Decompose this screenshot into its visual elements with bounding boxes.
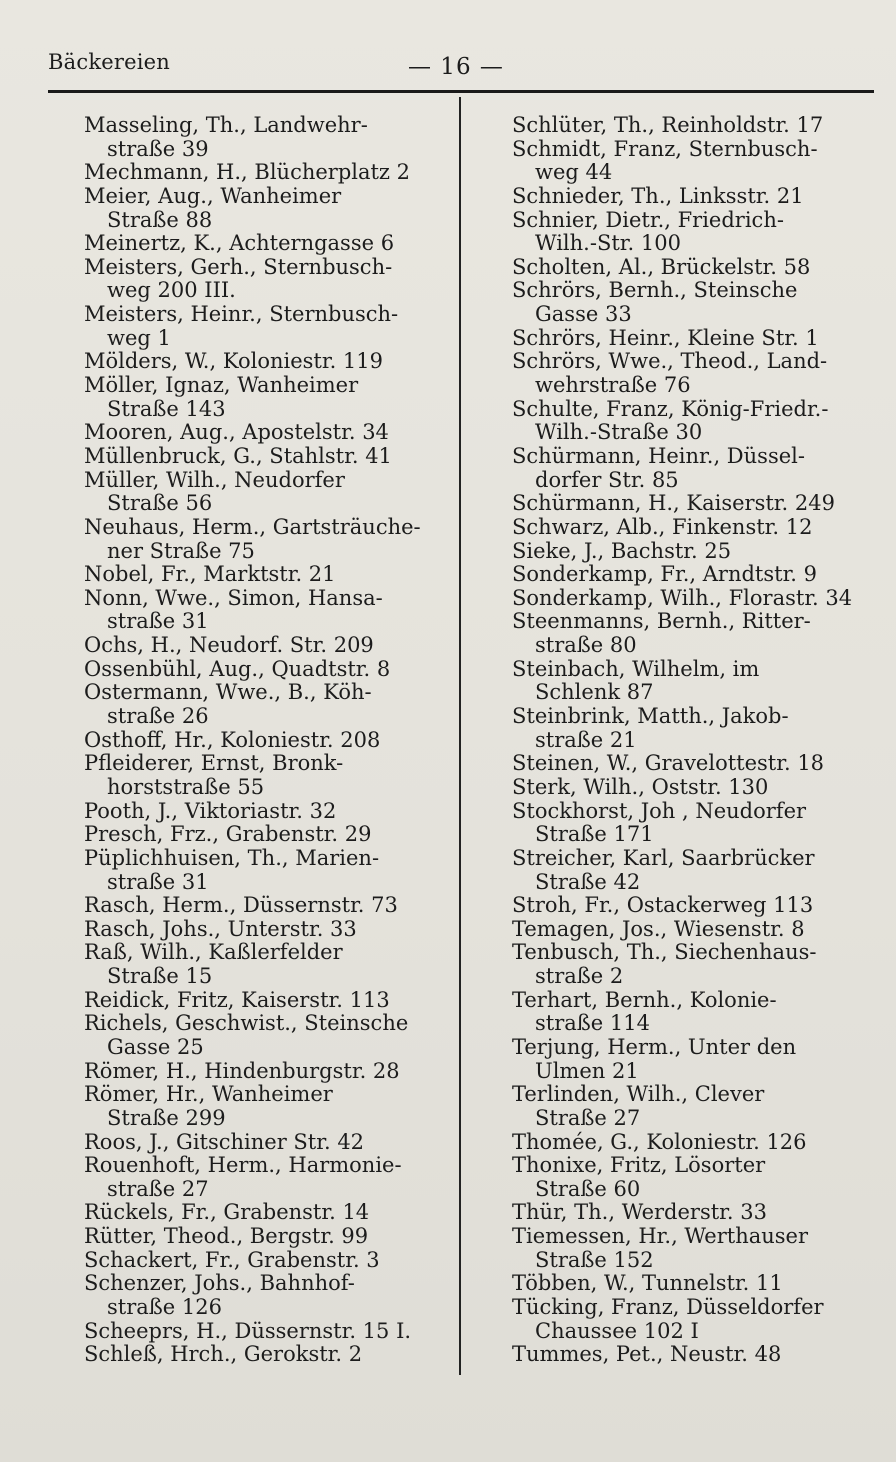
header-rule — [48, 90, 874, 93]
directory-line: Römer, Hr., Wanheimer — [84, 1082, 333, 1107]
directory-line: Schürmann, H., Kaiserstr. 249 — [512, 491, 835, 516]
directory-line: Schwarz, Alb., Finkenstr. 12 — [512, 514, 813, 539]
directory-line: horststraße 55 — [107, 774, 265, 799]
directory-line: straße 21 — [535, 727, 637, 752]
directory-line: Schürmann, Heinr., Düssel- — [512, 443, 805, 468]
directory-line: Ossenbühl, Aug., Quadtstr. 8 — [84, 656, 391, 681]
directory-line: Schnier, Dietr., Friedrich- — [512, 207, 784, 232]
directory-line: Nobel, Fr., Marktstr. 21 — [84, 562, 336, 587]
directory-line: straße 126 — [107, 1295, 222, 1320]
directory-line: Straße 42 — [535, 869, 641, 894]
directory-line: Steinbrink, Matth., Jakob- — [512, 704, 789, 729]
directory-line: Straße 299 — [107, 1105, 226, 1130]
directory-line: Rasch, Herm., Düssernstr. 73 — [84, 893, 398, 918]
page-number: — 16 — — [408, 54, 504, 80]
directory-line: Gasse 25 — [107, 1034, 204, 1059]
right-column — [512, 114, 852, 1367]
directory-line: Schmidt, Franz, Sternbusch- — [512, 136, 818, 161]
directory-line: Schleß, Hrch., Gerokstr. 2 — [84, 1342, 363, 1367]
directory-line: Terhart, Bernh., Kolonie- — [512, 987, 777, 1012]
directory-line: Mooren, Aug., Apostelstr. 34 — [84, 420, 389, 445]
directory-line: Temagen, Jos., Wiesenstr. 8 — [512, 916, 805, 941]
directory-line: Schlenk 87 — [535, 680, 654, 705]
directory-line: Tenbusch, Th., Siechenhaus- — [512, 940, 817, 965]
directory-line: Stockhorst, Joh , Neudorfer — [512, 798, 807, 823]
directory-line: Steinbach, Wilhelm, im — [512, 656, 760, 681]
directory-line: Tücking, Franz, Düsseldorfer — [512, 1295, 824, 1320]
directory-line: Straße 56 — [107, 491, 213, 516]
directory-line: Masseling, Th., Landwehr- — [84, 113, 368, 137]
directory-line: Osthoff, Hr., Koloniestr. 208 — [84, 727, 381, 752]
directory-line: Presch, Frz., Grabenstr. 29 — [84, 822, 372, 847]
directory-line: Reidick, Fritz, Kaiserstr. 113 — [84, 987, 390, 1012]
directory-line: Thomée, G., Koloniestr. 126 — [512, 1129, 807, 1154]
directory-line: Többen, W., Tunnelstr. 11 — [512, 1271, 783, 1296]
directory-line: Straße 171 — [535, 822, 654, 847]
directory-line: Rückels, Fr., Grabenstr. 14 — [84, 1200, 370, 1225]
directory-line: Möller, Ignaz, Wanheimer — [84, 373, 359, 398]
directory-line: Ostermann, Wwe., B., Köh- — [84, 680, 372, 705]
directory-line: Schrörs, Bernh., Steinsche — [512, 278, 798, 303]
directory-line: straße 27 — [107, 1176, 209, 1201]
directory-line: Straße 152 — [535, 1247, 654, 1272]
directory-line: Meisters, Gerh., Sternbusch- — [84, 254, 393, 279]
directory-line: wehrstraße 76 — [535, 373, 691, 398]
directory-line: Schrörs, Wwe., Theod., Land- — [512, 349, 828, 374]
directory-line: Sterk, Wilh., Oststr. 130 — [512, 774, 769, 799]
directory-line: Meisters, Heinr., Sternbusch- — [84, 302, 399, 327]
directory-line: Neuhaus, Herm., Gartsträuche- — [84, 514, 421, 539]
directory-line: Straße 60 — [535, 1176, 641, 1201]
directory-line: Straße 15 — [107, 964, 213, 989]
directory-line: Mölders, W., Koloniestr. 119 — [84, 349, 384, 374]
directory-line: Straße 27 — [535, 1105, 641, 1130]
directory-line: weg 1 — [107, 325, 171, 350]
directory-line: Meinertz, K., Achterngasse 6 — [84, 231, 395, 256]
directory-line: Straße 88 — [107, 207, 213, 232]
directory-line: Scholten, Al., Brückelstr. 58 — [512, 254, 811, 279]
directory-line: Raß, Wilh., Kaßlerfelder — [84, 940, 343, 965]
directory-line: Rütter, Theod., Bergstr. 99 — [84, 1224, 369, 1249]
directory-line: Ulmen 21 — [535, 1058, 639, 1083]
directory-line: Römer, H., Hindenburgstr. 28 — [84, 1058, 400, 1083]
section-title: Bäckereien — [48, 50, 171, 74]
directory-line: Rasch, Johs., Unterstr. 33 — [84, 916, 357, 941]
directory-line: Thür, Th., Werderstr. 33 — [512, 1200, 767, 1225]
directory-line: Ochs, H., Neudorf. Str. 209 — [84, 633, 374, 658]
directory-line: Stroh, Fr., Ostackerweg 113 — [512, 893, 814, 918]
directory-line: Schenzer, Johs., Bahnhof- — [84, 1271, 355, 1296]
directory-line: Sonderkamp, Wilh., Florastr. 34 — [512, 585, 853, 610]
directory-line: Schlüter, Th., Reinholdstr. 17 — [512, 113, 824, 137]
directory-line: Streicher, Karl, Saarbrücker — [512, 845, 815, 870]
directory-line: Tummes, Pet., Neustr. 48 — [512, 1342, 782, 1367]
directory-line: Schackert, Fr., Grabenstr. 3 — [84, 1247, 380, 1272]
directory-line: Schulte, Franz, König-Friedr.- — [512, 396, 829, 421]
directory-line: ner Straße 75 — [107, 538, 255, 563]
directory-line: Müller, Wilh., Neudorfer — [84, 467, 345, 492]
directory-line: Richels, Geschwist., Steinsche — [84, 1011, 409, 1036]
directory-line: weg 44 — [535, 160, 613, 185]
directory-line: Terlinden, Wilh., Clever — [512, 1082, 765, 1107]
directory-line: Nonn, Wwe., Simon, Hansa- — [84, 585, 383, 610]
directory-line: straße 114 — [535, 1011, 650, 1036]
directory-line: Scheeprs, H., Düssernstr. 15 I. — [84, 1318, 412, 1343]
directory-line: Rouenhoft, Herm., Harmonie- — [84, 1153, 402, 1178]
directory-line: Terjung, Herm., Unter den — [512, 1034, 797, 1059]
directory-line: Roos, J., Gitschiner Str. 42 — [84, 1129, 365, 1154]
directory-line: Pooth, J., Viktoriastr. 32 — [84, 798, 337, 823]
directory-line: weg 200 III. — [107, 278, 236, 303]
column-divider — [459, 97, 461, 1375]
directory-line: Wilh.-Str. 100 — [535, 231, 681, 256]
directory-line: Gasse 33 — [535, 302, 632, 327]
directory-line: dorfer Str. 85 — [535, 467, 679, 492]
directory-line: Sieke, J., Bachstr. 25 — [512, 538, 732, 563]
directory-line: straße 31 — [107, 609, 209, 634]
directory-line: straße 2 — [535, 964, 624, 989]
directory-line: Mechmann, H., Blücherplatz 2 — [84, 160, 411, 185]
directory-line: Schnieder, Th., Linksstr. 21 — [512, 183, 804, 208]
directory-line: straße 31 — [107, 869, 209, 894]
directory-line: Pfleiderer, Ernst, Bronk- — [84, 751, 344, 776]
directory-line: Chaussee 102 I — [535, 1318, 699, 1343]
directory-line: Tiemessen, Hr., Werthauser — [512, 1224, 809, 1249]
directory-line: Steenmanns, Bernh., Ritter- — [512, 609, 811, 634]
directory-line: Wilh.-Straße 30 — [535, 420, 703, 445]
directory-line: Straße 143 — [107, 396, 226, 421]
left-column — [84, 114, 421, 1367]
directory-line: Thonixe, Fritz, Lösorter — [512, 1153, 766, 1178]
directory-line: straße 26 — [107, 704, 209, 729]
directory-line: Müllenbruck, G., Stahlstr. 41 — [84, 443, 392, 468]
directory-line: straße 39 — [107, 136, 209, 161]
directory-line: Sonderkamp, Fr., Arndtstr. 9 — [512, 562, 818, 587]
directory-line: Meier, Aug., Wanheimer — [84, 183, 342, 208]
directory-line: Schrörs, Heinr., Kleine Str. 1 — [512, 325, 819, 350]
directory-line: straße 80 — [535, 633, 637, 658]
directory-line: Steinen, W., Gravelottestr. 18 — [512, 751, 825, 776]
directory-line: Püplichhuisen, Th., Marien- — [84, 845, 380, 870]
